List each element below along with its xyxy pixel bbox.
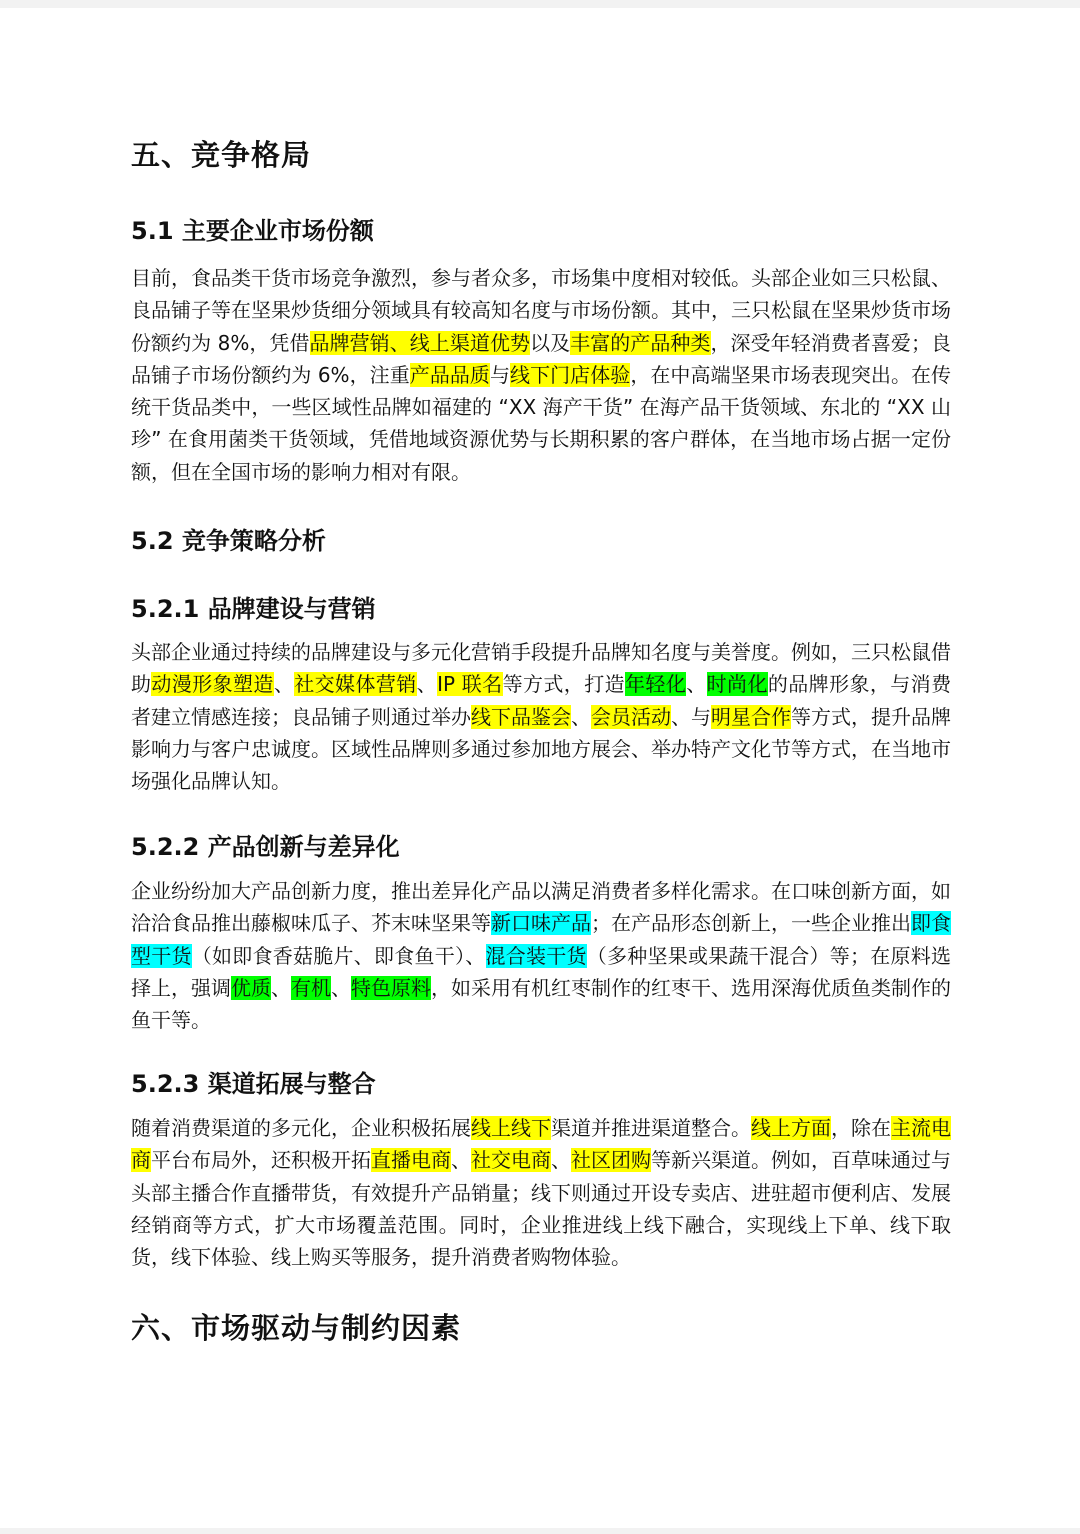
highlight-cyan: 即食型干货 <box>131 911 951 968</box>
text-run: 等方式，提升品牌影响力与客户忠诚度。区域性品牌则多通过参加地方展会、举办特产文化节等方式，在当地市场强化品牌认知。 <box>131 704 951 794</box>
highlight-yellow: 品牌营销、线上渠道优势 <box>309 330 531 355</box>
text-run: 、 <box>271 975 291 1000</box>
text-run: 、 <box>331 975 351 1000</box>
highlight-yellow: IP 联名 <box>437 672 503 697</box>
text-run: ，除在 <box>831 1116 891 1140</box>
highlight-green: 年轻化 <box>625 672 687 697</box>
text-run: 等新兴渠道。例如，百草味通过与头部主播合作直播带货，有效提升产品销量；线下则通过开设专卖店、进驻超市便利店、发展经销商等方式，扩大市场覆盖范围。同时，企业推进线上线下融合，实现线上下单、线下取货，线下体验、线上购买等服务，提升消费者购物体验。 <box>131 1148 951 1270</box>
text-run: ，如采用有机红枣制作的红枣干、选用深海优质鱼类制作的鱼干等。 <box>131 975 951 1033</box>
highlight-yellow: 社区团购 <box>571 1148 651 1173</box>
text-run: 随着消费渠道的多元化，企业积极拓展 <box>131 1116 471 1140</box>
highlight-green: 特色原料 <box>351 975 431 1000</box>
text-run: 以及 <box>530 330 571 355</box>
highlight-yellow: 线上线下 <box>471 1116 551 1140</box>
highlight-yellow: 明星合作 <box>711 704 791 729</box>
text-run: ；在产品形态创新上，一些企业推出 <box>591 911 911 936</box>
paragraph-market-share <box>131 262 951 488</box>
text-run: 等方式，打造 <box>502 672 626 697</box>
highlight-cyan: 新口味产品 <box>491 911 591 936</box>
highlight-yellow: 会员活动 <box>591 704 671 729</box>
highlight-yellow: 线下门店体验 <box>510 362 631 387</box>
text-run: 头部企业通过持续的品牌建设与多元化营销手段提升品牌知名度与美誉度。例如，三只松鼠借助 <box>131 640 951 697</box>
text-run: ，深受年轻消费者喜爱；良品铺子市场份额约为 6%，注重 <box>131 330 952 387</box>
text-run: （如即食香菇脆片、即食鱼干）、 <box>191 943 486 968</box>
page-bottom-edge <box>0 1528 1080 1534</box>
section-title-competition: 五、竞争格局 <box>131 138 312 172</box>
highlight-green: 时尚化 <box>706 672 768 697</box>
highlight-yellow: 产品品质 <box>409 362 490 387</box>
highlight-green: 优质 <box>231 975 271 1000</box>
highlight-yellow: 线下品鉴会 <box>471 704 571 729</box>
text-run: 平台布局外，还积极开拓 <box>151 1148 371 1173</box>
heading-5-2-1: 5.2.1 品牌建设与营销 <box>131 595 376 623</box>
text-run: 的品牌形象，与消费者建立情感连接；良品铺子则通过举办 <box>131 672 952 729</box>
section-title-drivers: 六、市场驱动与制约因素 <box>131 1311 462 1345</box>
text-run: 企业纷纷加大产品创新力度，推出差异化产品以满足消费者多样化需求。在口味创新方面，如洽洽食品推出藤椒味瓜子、芥末味坚果等 <box>131 879 951 936</box>
highlight-yellow: 丰富的产品种类 <box>570 330 711 355</box>
text-run: 、 <box>686 672 707 697</box>
heading-5-1: 5.1 主要企业市场份额 <box>131 217 374 245</box>
text-run: （多种坚果或果蔬干混合）等；在原料选择上，强调 <box>131 943 951 1000</box>
page-top-edge <box>0 0 1080 8</box>
heading-5-2-3: 5.2.3 渠道拓展与整合 <box>131 1070 376 1098</box>
highlight-cyan: 混合装干货 <box>485 943 587 968</box>
text-run: 、与 <box>671 704 711 729</box>
highlight-yellow: 社交电商 <box>471 1148 551 1173</box>
heading-5-2: 5.2 竞争策略分析 <box>131 527 326 555</box>
text-run: 、 <box>571 704 591 729</box>
highlight-yellow: 直播电商 <box>371 1148 451 1173</box>
highlight-green: 有机 <box>291 975 331 1000</box>
text-run: 渠道并推进渠道整合。 <box>551 1116 751 1140</box>
text-run: 、 <box>451 1148 471 1173</box>
text-run: ，在中高端坚果市场表现突出。在传统干货品类中，一些区域性品牌如福建的 “XX 海产干货” 在海产品干货领域、东北的 “XX 山珍” 在食用菌类干货领域，凭借地域资源优势与长期积累的客户群体，在当地市场占据一定份额，但在全国市场的影响力相对有限。 <box>131 362 952 484</box>
text-run: 、 <box>273 672 295 697</box>
text-run: 、 <box>551 1148 571 1173</box>
highlight-yellow: 动漫形象塑造 <box>151 672 274 697</box>
highlight-yellow: 社交媒体营销 <box>294 672 417 697</box>
heading-5-2-2: 5.2.2 产品创新与差异化 <box>131 833 400 861</box>
paragraph-brand-building <box>131 636 951 797</box>
paragraph-channel-expansion <box>131 1112 951 1273</box>
paragraph-product-innovation <box>131 875 951 1036</box>
highlight-yellow: 线上方面 <box>751 1116 831 1140</box>
highlight-yellow: 主流电商 <box>131 1116 951 1173</box>
text-run: 与 <box>489 362 511 387</box>
text-run: 、 <box>416 672 438 697</box>
text-run: 目前，食品类干货市场竞争激烈，参与者众多，市场集中度相对较低。头部企业如三只松鼠、良品铺子等在坚果炒货细分领域具有较高知名度与市场份额。其中，三只松鼠在坚果炒货市场份额约为 8%，凭借 <box>131 266 951 355</box>
